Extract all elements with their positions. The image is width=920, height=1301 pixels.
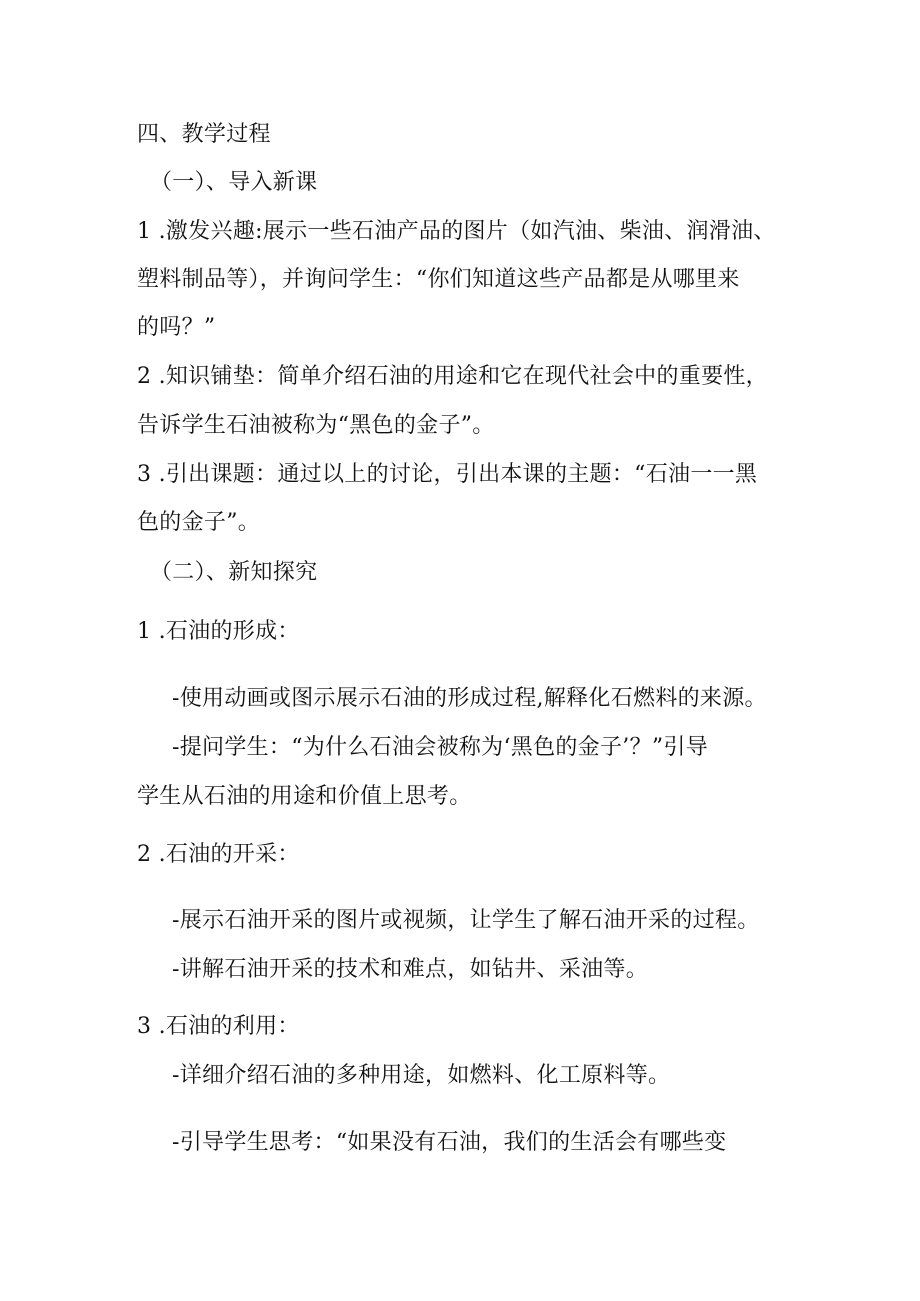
paragraph-line: 的吗？”	[137, 315, 216, 340]
paragraph-line: 3 .引出课题：通过以上的讨论，引出本课的主题：“石油一一黑	[137, 462, 758, 487]
list-item-title: 2 .石油的开采：	[137, 842, 300, 867]
section-heading: 四、教学过程	[137, 122, 271, 147]
paragraph-line: 塑料制品等），并询问学生：“你们知道这些产品都是从哪里来	[137, 267, 740, 292]
bullet-line: -提问学生：“为什么石油会被称为‘黑色的金子’？”引导	[172, 735, 709, 760]
bullet-line: 学生从石油的用途和价值上思考。	[137, 784, 472, 809]
paragraph-line: 告诉学生石油被称为“黑色的金子”。	[137, 413, 495, 438]
bullet-line: -讲解石油开采的技术和难点，如钻井、采油等。	[172, 957, 649, 982]
subsection-title-intro: （一）、导入新课	[150, 170, 318, 195]
paragraph-line: 色的金子”。	[137, 510, 261, 535]
bullet-line: -详细介绍石油的多种用途，如燃料、化工原料等。	[172, 1063, 671, 1088]
list-item-title: 1 .石油的形成：	[137, 619, 300, 644]
list-item-title: 3 .石油的利用：	[137, 1014, 300, 1039]
paragraph-line: 1 .激发兴趣:展示一些石油产品的图片（如汽油、柴油、润滑油、	[137, 219, 776, 244]
bullet-line: -展示石油开采的图片或视频，让学生了解石油开采的过程。	[172, 908, 760, 933]
paragraph-line: 2 .知识铺垫：简单介绍石油的用途和它在现代社会中的重要性，	[137, 364, 768, 389]
bullet-line: -使用动画或图示展示石油的形成过程,解释化石燃料的来源。	[172, 686, 767, 711]
bullet-line: -引导学生思考：“如果没有石油，我们的生活会有哪些变	[172, 1130, 727, 1155]
subsection-title-explore: （二）、新知探究	[150, 560, 318, 585]
